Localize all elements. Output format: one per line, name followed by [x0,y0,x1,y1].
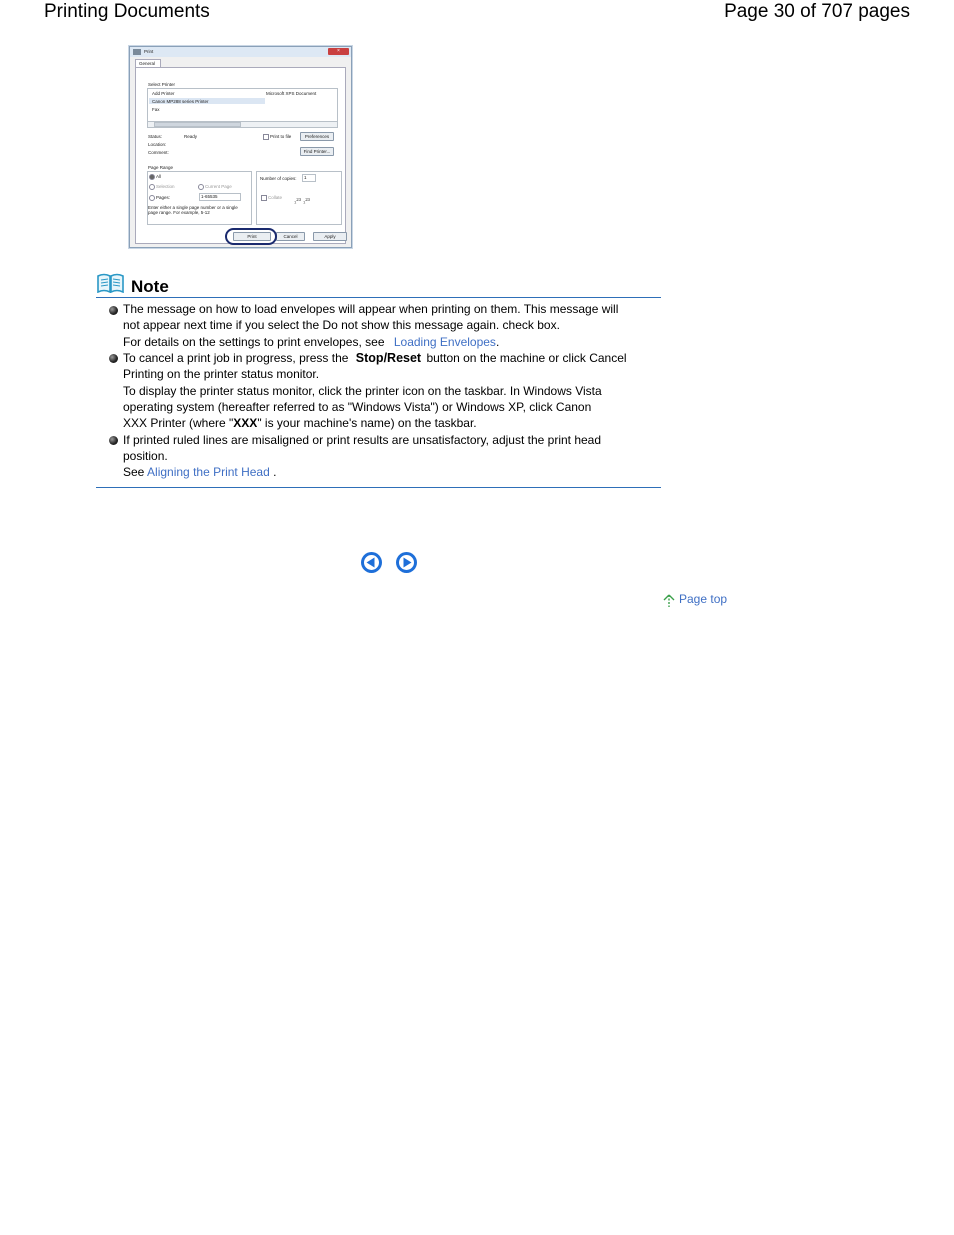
printer-item: Microsoft XPS Document [266,91,317,96]
note-book-icon [97,273,124,293]
note-text: position. [123,449,168,463]
note-text: The message on how to load envelopes will appear when printing on them. This message will [123,302,619,316]
print-to-file-label: Print to file [270,134,292,139]
print-dialog-screenshot [129,46,352,248]
previous-page-icon[interactable] [360,551,383,574]
up-arrow-icon [663,594,675,608]
scrollbar-thumb [154,122,241,127]
find-printer-button: Find Printer... [300,147,334,156]
note-text: operating system (hereafter referred to as "Windows Vista") or Windows XP, click Canon [123,400,592,414]
bullet-icon [109,436,118,445]
location-label: Location: [148,142,167,147]
dialog-panel [135,67,346,244]
copies-label: Number of copies: [260,176,297,181]
page-top-label: Page top [679,592,728,606]
print-button-highlight-ring [225,228,277,245]
copies-input-value: 1 [304,175,307,180]
note-text: Printing on the printer status monitor. [123,367,320,381]
radio-all-label: All [156,174,162,179]
tab-general: General [135,59,161,68]
note-title: Note [131,277,169,296]
page-range-hint: page range. For example, 5-12 [148,210,210,215]
apply-button: Apply [313,232,347,241]
preferences-button: Preferences [300,132,334,141]
dialog-title: Print [144,49,154,54]
close-icon: × [328,48,349,55]
radio-selection-label: Selection [156,184,175,189]
note-text: not appear next time if you select the Do not show this message again. check box. [123,318,560,332]
radio-pages [149,195,155,201]
page-range-label: Page Range [148,165,174,170]
select-printer-label: Select Printer [148,82,176,87]
note-text: If printed ruled lines are misaligned or print results are unsatisfactory, adjust the print head [123,433,602,447]
note-top-rule [96,297,661,298]
note-text: XXX Printer (where "XXX" is your machine's name) on the taskbar. [123,416,477,430]
radio-selection [149,184,155,190]
section-title: Printing Documents [44,1,210,22]
comment-label: Comment: [148,150,169,155]
pages-input-value: 1-65535 [201,194,218,199]
print-button: Print [233,232,271,241]
link-loading-envelopes[interactable]: Loading Envelopes [393,335,496,349]
printer-item: Fax [152,107,160,112]
note-bottom-rule [96,487,661,488]
collate-label: Collate [268,195,283,200]
radio-current-page [198,184,204,190]
page-info: Page 30 of 707 pages [724,1,910,22]
page-range-hint: Enter either a single page number or a single [148,205,238,210]
note-text: For details on the settings to print envelopes, see Loading Envelopes. [123,335,500,349]
printer-item: Add Printer [152,91,175,96]
radio-current-page-label: Current Page [205,184,232,189]
collate-pages-icon: ₁²³ ₁²³ [294,198,310,205]
printer-item: Canon MP288 series Printer [152,99,209,104]
note-text: See Aligning the Print Head . [123,465,277,479]
radio-all [149,174,155,180]
print-to-file-checkbox [263,134,269,140]
note-text: To cancel a print job in progress, press the Stop/Reset button on the machine or click Cancel [123,351,627,365]
next-page-icon[interactable] [395,551,418,574]
bullet-icon [109,354,118,363]
status-label: Status: [148,134,163,139]
radio-pages-label: Pages: [156,195,171,200]
printer-icon [133,49,141,55]
status-value: Ready [184,134,198,139]
dialog-titlebar [130,47,351,57]
note-text: To display the printer status monitor, click the printer icon on the taskbar. In Windows Vista [123,384,602,398]
collate-checkbox [261,195,267,201]
stop-reset-label: Stop/Reset [355,351,422,365]
cancel-button: Cancel [276,232,305,241]
bullet-icon [109,306,118,315]
link-aligning-print-head[interactable]: Aligning the Print Head [147,465,270,479]
